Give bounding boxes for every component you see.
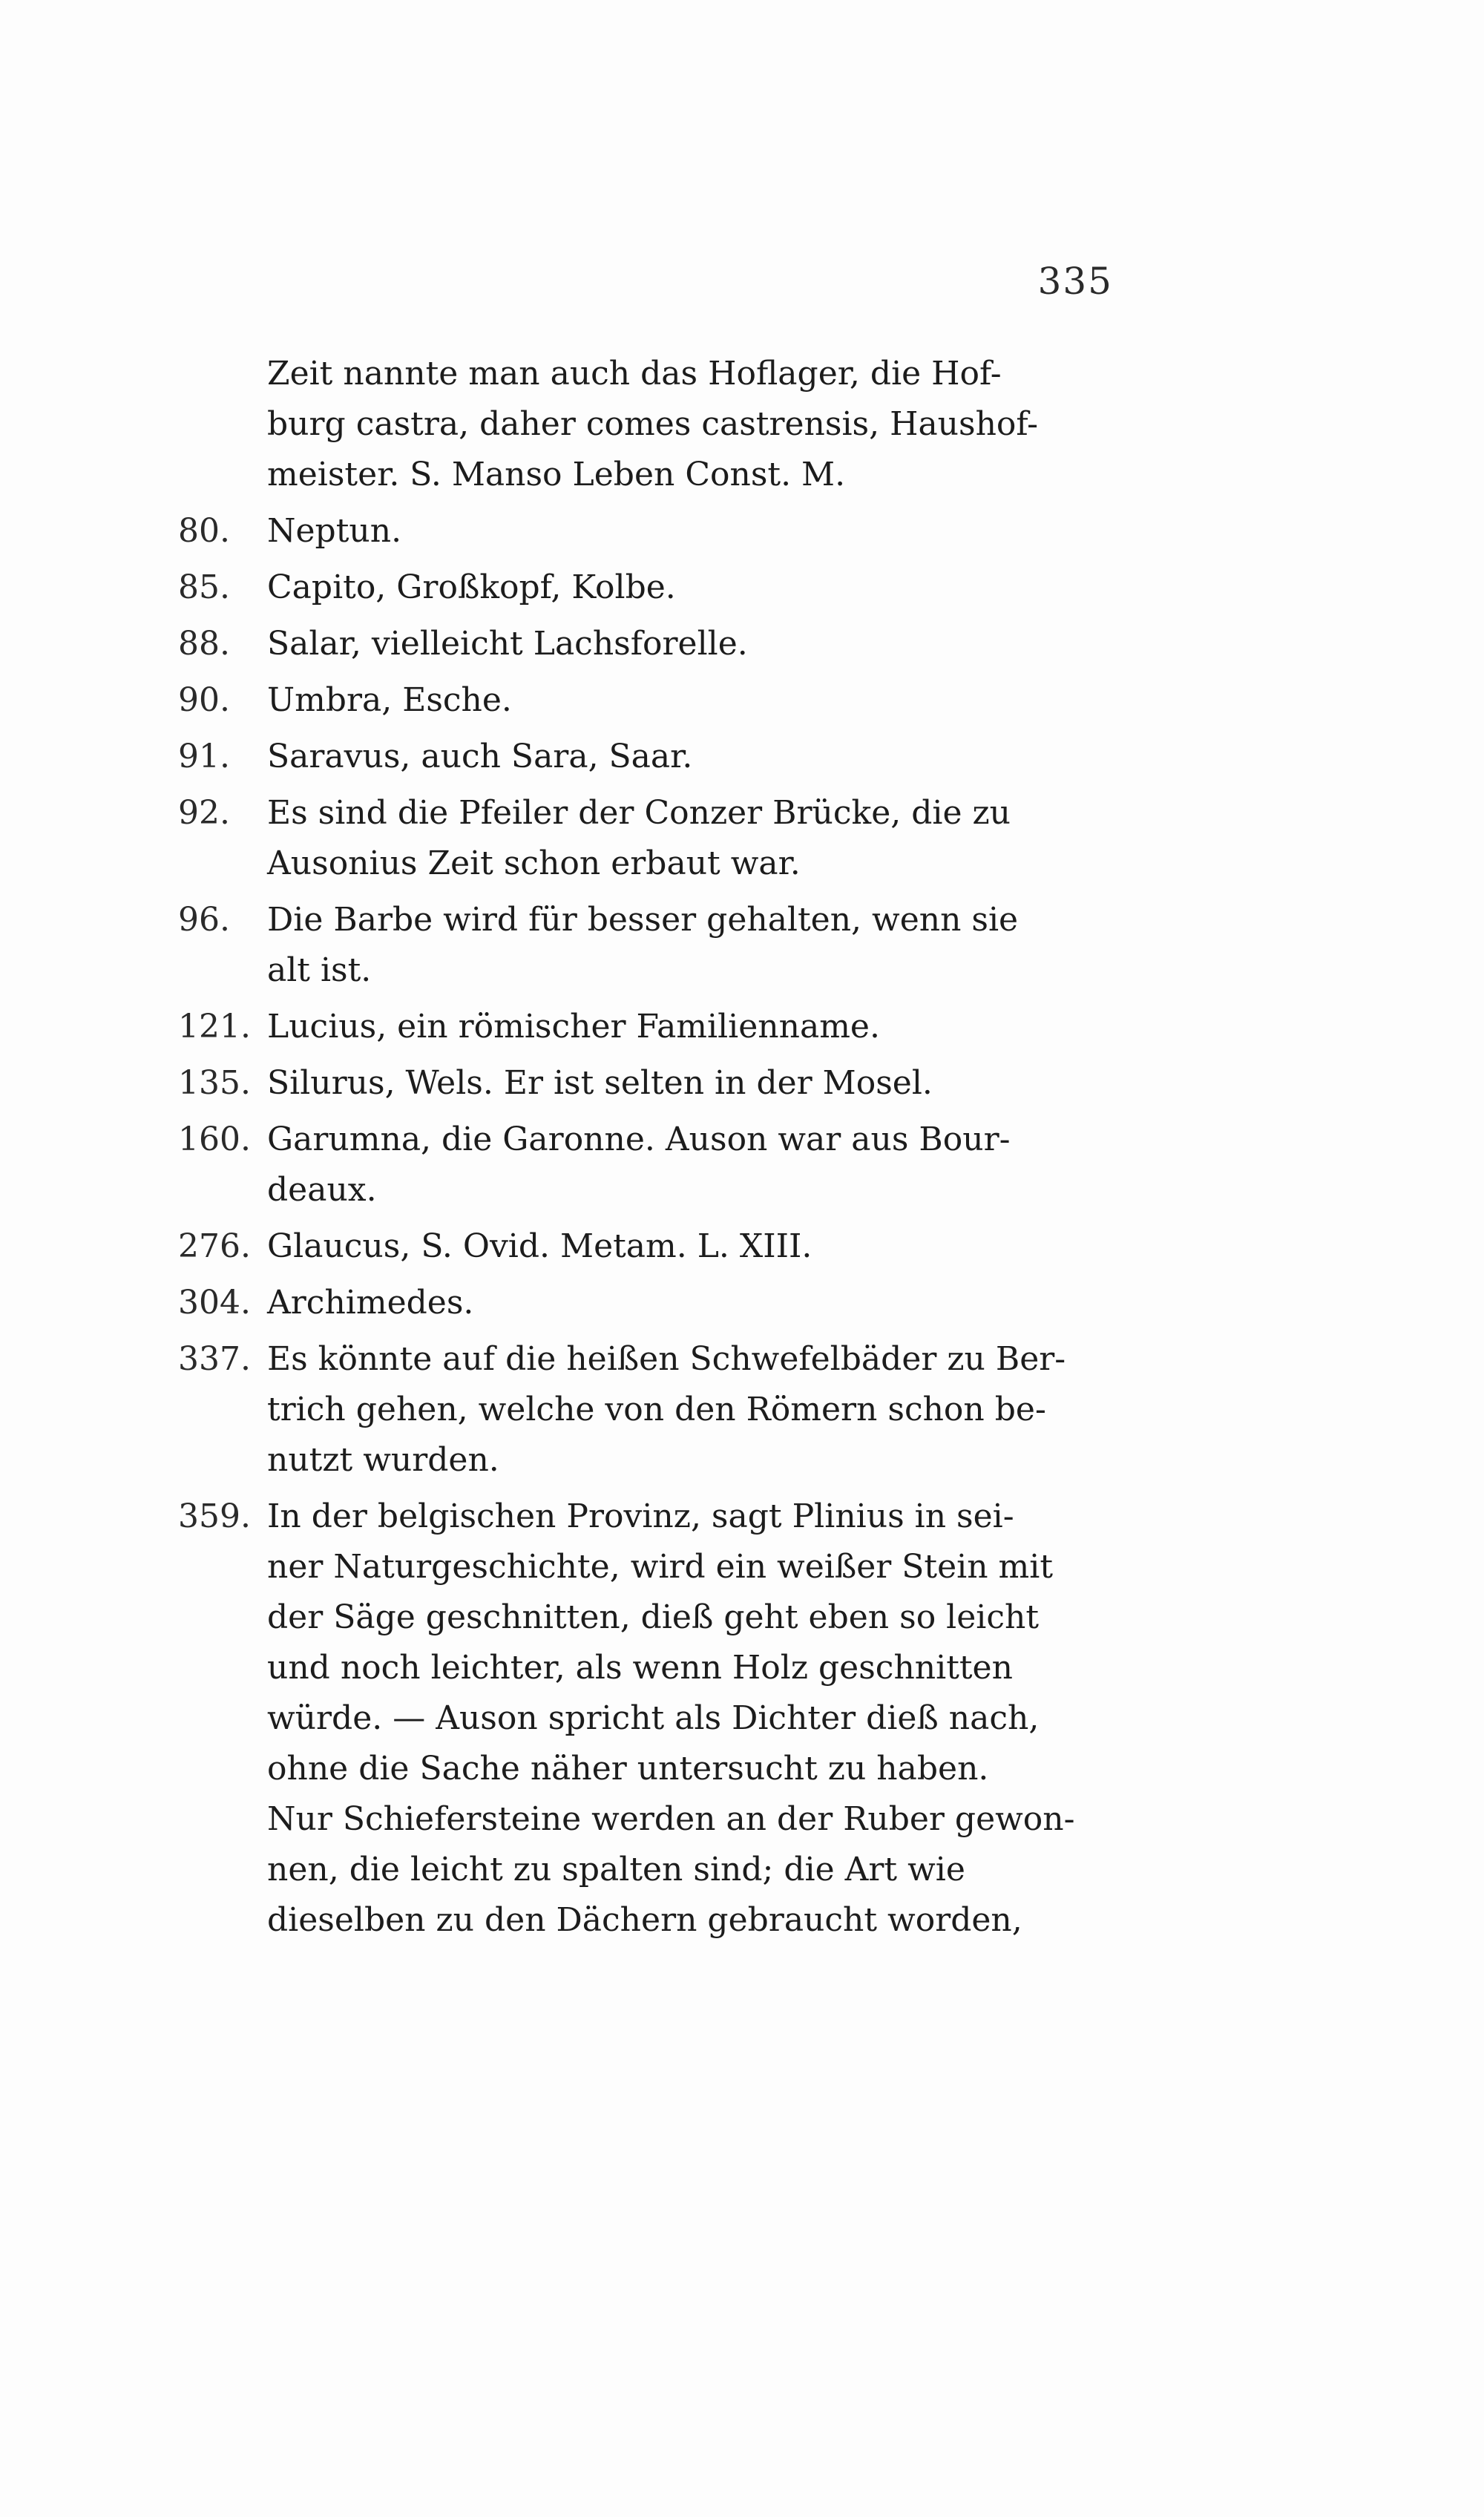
note-number: 91. xyxy=(178,738,230,775)
note-line: trich gehen, welche von den Römern schon be- xyxy=(267,1391,1046,1428)
note-text xyxy=(267,1002,1143,1052)
note-number: 135. xyxy=(178,1064,251,1102)
note-number: 359. xyxy=(178,1497,251,1535)
note-continuation xyxy=(178,349,1143,500)
note-number: 304. xyxy=(178,1284,251,1322)
note-line: Die Barbe wird für besser gehalten, wenn sie xyxy=(267,901,1019,939)
note-number: 90. xyxy=(178,681,230,719)
note-line: ohne die Sache näher untersucht zu haben. xyxy=(267,1750,989,1788)
note-text xyxy=(267,732,1143,782)
note-line: Capito, Großkopf, Kolbe. xyxy=(267,568,676,606)
note-line: meister. S. Manso Leben Const. M. xyxy=(267,456,846,493)
note-line: Silurus, Wels. Er ist selten in der Mosel. xyxy=(267,1064,933,1102)
note-line: In der belgischen Provinz, sagt Plinius in sei- xyxy=(267,1497,1014,1535)
note-135 xyxy=(178,1058,1143,1109)
note-92 xyxy=(178,788,1143,889)
note-line: Ausonius Zeit schon erbaut war. xyxy=(267,844,801,882)
note-number: 96. xyxy=(178,901,230,939)
note-line: würde. — Auson spricht als Dichter dieß nach, xyxy=(267,1699,1040,1737)
note-text xyxy=(267,1334,1143,1486)
note-number: 88. xyxy=(178,625,230,663)
note-text xyxy=(267,675,1143,726)
note-text xyxy=(267,349,1143,500)
note-text xyxy=(267,895,1143,996)
note-line: Garumna, die Garonne. Auson war aus Bour- xyxy=(267,1120,1011,1158)
note-number: 160. xyxy=(178,1120,251,1158)
note-number: 276. xyxy=(178,1227,251,1265)
note-276 xyxy=(178,1221,1143,1272)
note-337 xyxy=(178,1334,1143,1486)
note-88 xyxy=(178,619,1143,669)
note-text xyxy=(267,788,1143,889)
note-121 xyxy=(178,1002,1143,1052)
note-line: ner Naturgeschichte, wird ein weißer Stein mit xyxy=(267,1548,1054,1586)
note-359 xyxy=(178,1492,1143,1946)
note-line: Umbra, Esche. xyxy=(267,681,512,719)
note-line: Saravus, auch Sara, Saar. xyxy=(267,738,693,775)
note-line: Salar, vielleicht Lachsforelle. xyxy=(267,625,748,663)
note-96 xyxy=(178,895,1143,996)
note-line: dieselben zu den Dächern gebraucht worden, xyxy=(267,1901,1022,1939)
page-number: 335 xyxy=(1037,260,1113,303)
note-line: und noch leichter, als wenn Holz geschnitten xyxy=(267,1649,1013,1687)
note-line: Es könnte auf die heißen Schwefelbäder zu Ber- xyxy=(267,1340,1066,1378)
note-line: nutzt wurden. xyxy=(267,1441,499,1479)
note-line: Es sind die Pfeiler der Conzer Brücke, die zu xyxy=(267,794,1011,832)
note-line: Nur Schiefersteine werden an der Ruber gewon- xyxy=(267,1800,1075,1838)
note-number: 85. xyxy=(178,568,230,606)
note-number: 92. xyxy=(178,794,230,832)
note-text xyxy=(267,619,1143,669)
note-line: alt ist. xyxy=(267,951,372,989)
note-text xyxy=(267,1492,1143,1946)
note-85 xyxy=(178,562,1143,613)
note-text xyxy=(267,506,1143,557)
note-line: Lucius, ein römischer Familienname. xyxy=(267,1008,880,1046)
note-line: der Säge geschnitten, dieß geht eben so leicht xyxy=(267,1598,1040,1636)
note-line: Glaucus, S. Ovid. Metam. L. XIII. xyxy=(267,1227,812,1265)
note-line: Zeit nannte man auch das Hoflager, die Hof- xyxy=(267,355,1002,393)
endnotes-list xyxy=(178,349,1143,1952)
note-number: 80. xyxy=(178,512,230,550)
note-line: deaux. xyxy=(267,1171,377,1209)
note-text xyxy=(267,562,1143,613)
note-text xyxy=(267,1115,1143,1215)
note-number: 337. xyxy=(178,1340,251,1378)
note-90 xyxy=(178,675,1143,726)
note-160 xyxy=(178,1115,1143,1215)
note-number: 121. xyxy=(178,1008,251,1046)
note-80 xyxy=(178,506,1143,557)
note-line: Archimedes. xyxy=(267,1284,474,1322)
note-line: Neptun. xyxy=(267,512,402,550)
note-text xyxy=(267,1221,1143,1272)
note-line: nen, die leicht zu spalten sind; die Art wie xyxy=(267,1851,965,1888)
note-91 xyxy=(178,732,1143,782)
note-text xyxy=(267,1278,1143,1328)
note-line: burg castra, daher comes castrensis, Haushof- xyxy=(267,405,1039,443)
note-text xyxy=(267,1058,1143,1109)
note-304 xyxy=(178,1278,1143,1328)
